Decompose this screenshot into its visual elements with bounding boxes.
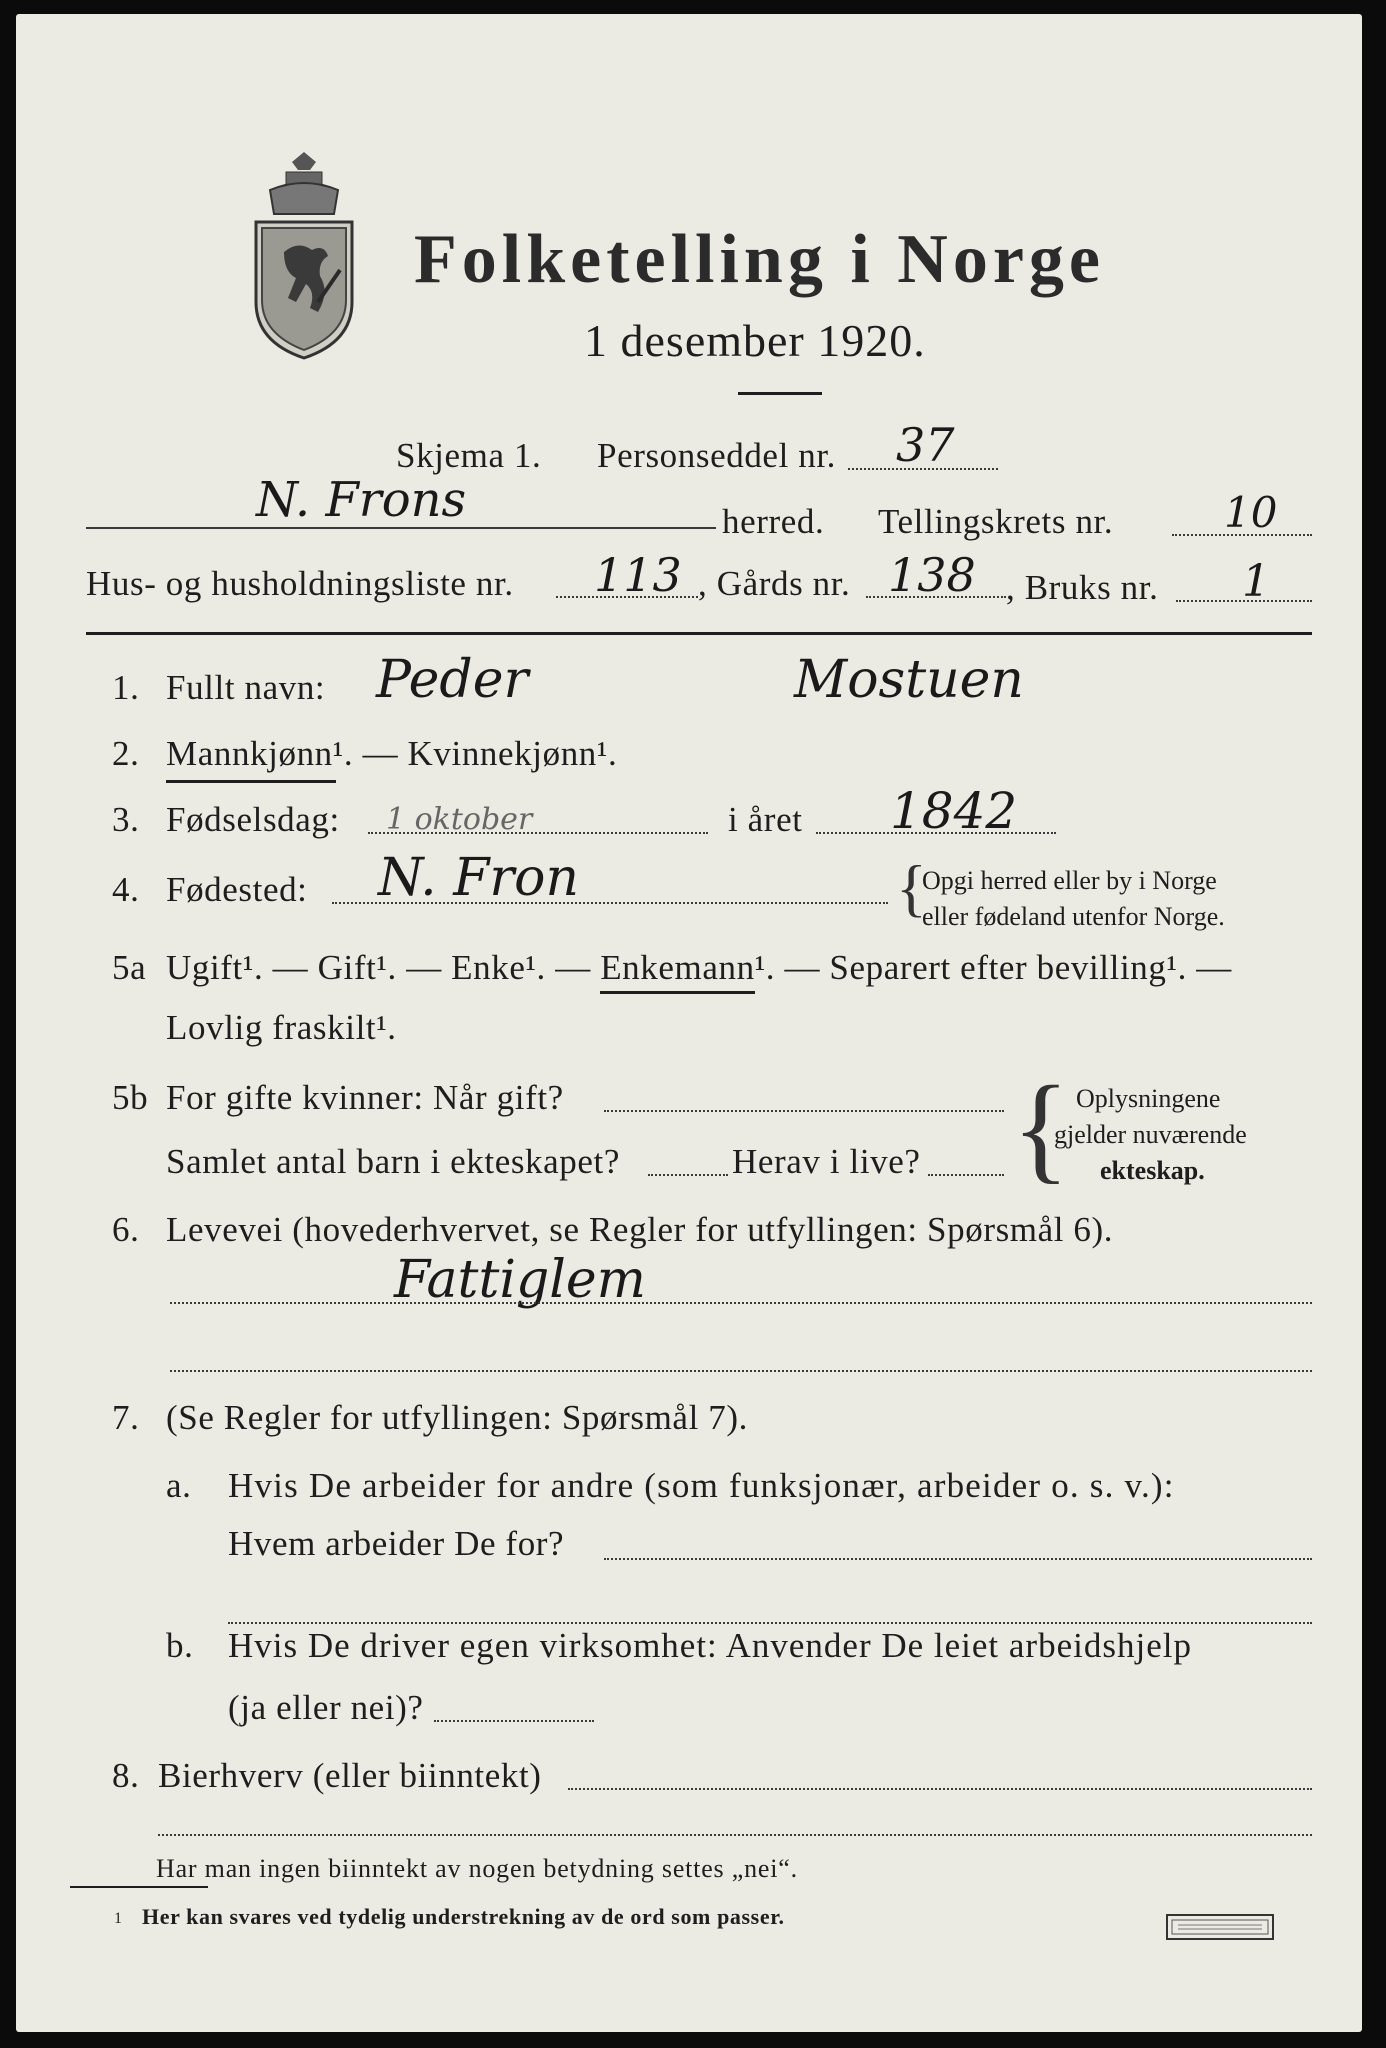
q2-male-underline	[166, 780, 336, 783]
q4-label: Fødested:	[166, 870, 308, 909]
q1-first-name: Peder	[376, 650, 529, 710]
q5a-line2[interactable]: Lovlig fraskilt¹.	[166, 1008, 397, 1047]
q2-male-option[interactable]: Mannkjønn	[166, 734, 333, 773]
q5b-note-brace: {	[1012, 1061, 1070, 1194]
q6-occupation-value: Fattiglem	[394, 1250, 646, 1310]
q7a-employer-field-2[interactable]	[228, 1622, 1312, 1624]
q3-date-value: 1 oktober	[386, 802, 533, 837]
q7a-employer-field-1[interactable]	[604, 1558, 1312, 1560]
q1-last-name: Mostuen	[794, 650, 1024, 710]
skjema-label: Skjema 1.	[396, 436, 542, 475]
q5a-widower-option[interactable]: Enkemann	[600, 948, 754, 994]
herred-label: herred.	[722, 502, 825, 541]
q5b-children-label: Samlet antal barn i ekteskapet?	[166, 1142, 620, 1181]
q5b-note-line3: ekteskap.	[1100, 1156, 1205, 1185]
q3-number: 3.	[112, 800, 140, 839]
gards-label: , Gårds nr.	[698, 564, 851, 603]
q8-number: 8.	[112, 1756, 140, 1795]
tellingskrets-value: 10	[1224, 488, 1278, 537]
q7b-answer-field[interactable]	[434, 1720, 594, 1722]
personseddel-label: Personseddel nr.	[597, 436, 837, 475]
hus-label: Hus- og husholdningsliste nr.	[86, 564, 514, 603]
q5a-options	[166, 948, 1232, 988]
q7b-line2: (ja eller nei)?	[228, 1688, 424, 1727]
gards-value: 138	[888, 548, 976, 602]
printer-stamp-icon	[1166, 1914, 1274, 1940]
norwegian-lion-coat-of-arms-icon	[248, 152, 360, 362]
q4-note-line1: Opgi herred eller by i Norge	[922, 866, 1217, 895]
q6-label: Levevei (hovederhvervet, se Regler for utfyllingen: Spørsmål 6).	[166, 1210, 1114, 1249]
bruks-label: , Bruks nr.	[1006, 568, 1159, 607]
footnote-text: Her kan svares ved tydelig understrekning av de ord som passer.	[142, 1904, 785, 1929]
q6-number: 6.	[112, 1210, 140, 1249]
q5b-children-field[interactable]	[648, 1174, 728, 1176]
no-income-note: Har man ingen biinntekt av nogen betydning settes „nei“.	[156, 1854, 798, 1883]
q2-tail: ¹.	[596, 734, 618, 773]
bruks-value: 1	[1242, 556, 1270, 607]
q6-occupation-field-1[interactable]	[170, 1302, 1312, 1304]
census-form-sheet	[16, 14, 1362, 2032]
footnote-mark: 1	[114, 1910, 122, 1927]
q1-number: 1.	[112, 668, 140, 707]
q3-year-value: 1842	[890, 782, 1018, 840]
q2-options	[166, 734, 617, 774]
q5b-note-line2: gjelder nuværende	[1054, 1120, 1247, 1149]
q5b-alive-label: Herav i live?	[732, 1142, 921, 1181]
q5a-number: 5a	[112, 948, 147, 987]
q5b-married-field[interactable]	[604, 1110, 1004, 1112]
q5b-note-line1: Oplysningene	[1076, 1084, 1221, 1113]
q2-female-option[interactable]: Kvinnekjønn	[407, 734, 597, 773]
q7b-number: b.	[166, 1626, 194, 1665]
q8-secondary-income-field-2[interactable]	[158, 1834, 1312, 1836]
q5b-line1: For gifte kvinner: Når gift?	[166, 1078, 564, 1117]
q7-label: (Se Regler for utfyllingen: Spørsmål 7).	[166, 1398, 748, 1437]
q8-secondary-income-field-1[interactable]	[568, 1788, 1312, 1790]
q7b-line1: Hvis De driver egen virksomhet: Anvender De leiet arbeidshjelp	[228, 1626, 1192, 1665]
q5b-number: 5b	[112, 1078, 149, 1117]
personseddel-value: 37	[896, 418, 955, 472]
q2-number: 2.	[112, 734, 140, 773]
q4-note-line2: eller fødeland utenfor Norge.	[922, 902, 1225, 931]
q8-label: Bierhverv (eller biinntekt)	[158, 1756, 542, 1795]
q4-birthplace-value: N. Fron	[378, 848, 579, 908]
q3-label: Fødselsdag:	[166, 800, 340, 839]
herred-value: N. Frons	[256, 472, 467, 528]
q3-year-label: i året	[728, 800, 803, 839]
q4-number: 4.	[112, 870, 140, 909]
q7a-number: a.	[166, 1466, 192, 1505]
q7-number: 7.	[112, 1398, 140, 1437]
hus-value: 113	[594, 548, 682, 602]
q2-separator: ¹. —	[332, 734, 408, 773]
q5b-alive-field[interactable]	[928, 1174, 1004, 1176]
q5a-options-pre[interactable]: Ugift¹. — Gift¹. — Enke¹. —	[166, 948, 601, 987]
header-divider	[86, 632, 1312, 635]
title-divider	[738, 392, 822, 395]
q5a-options-post[interactable]: ¹. — Separert efter bevilling¹. —	[754, 948, 1232, 987]
q7a-line1: Hvis De arbeider for andre (som funksjonær, arbeider o. s. v.):	[228, 1466, 1175, 1505]
footnote-divider	[70, 1886, 208, 1888]
form-title: Folketelling i Norge	[414, 221, 1106, 298]
tellingskrets-label: Tellingskrets nr.	[878, 502, 1114, 541]
q7a-line2: Hvem arbeider De for?	[228, 1524, 565, 1563]
q4-note-brace: {	[896, 852, 927, 923]
census-date: 1 desember 1920.	[584, 315, 926, 366]
q6-occupation-field-2[interactable]	[170, 1370, 1312, 1372]
q1-label: Fullt navn:	[166, 668, 326, 707]
